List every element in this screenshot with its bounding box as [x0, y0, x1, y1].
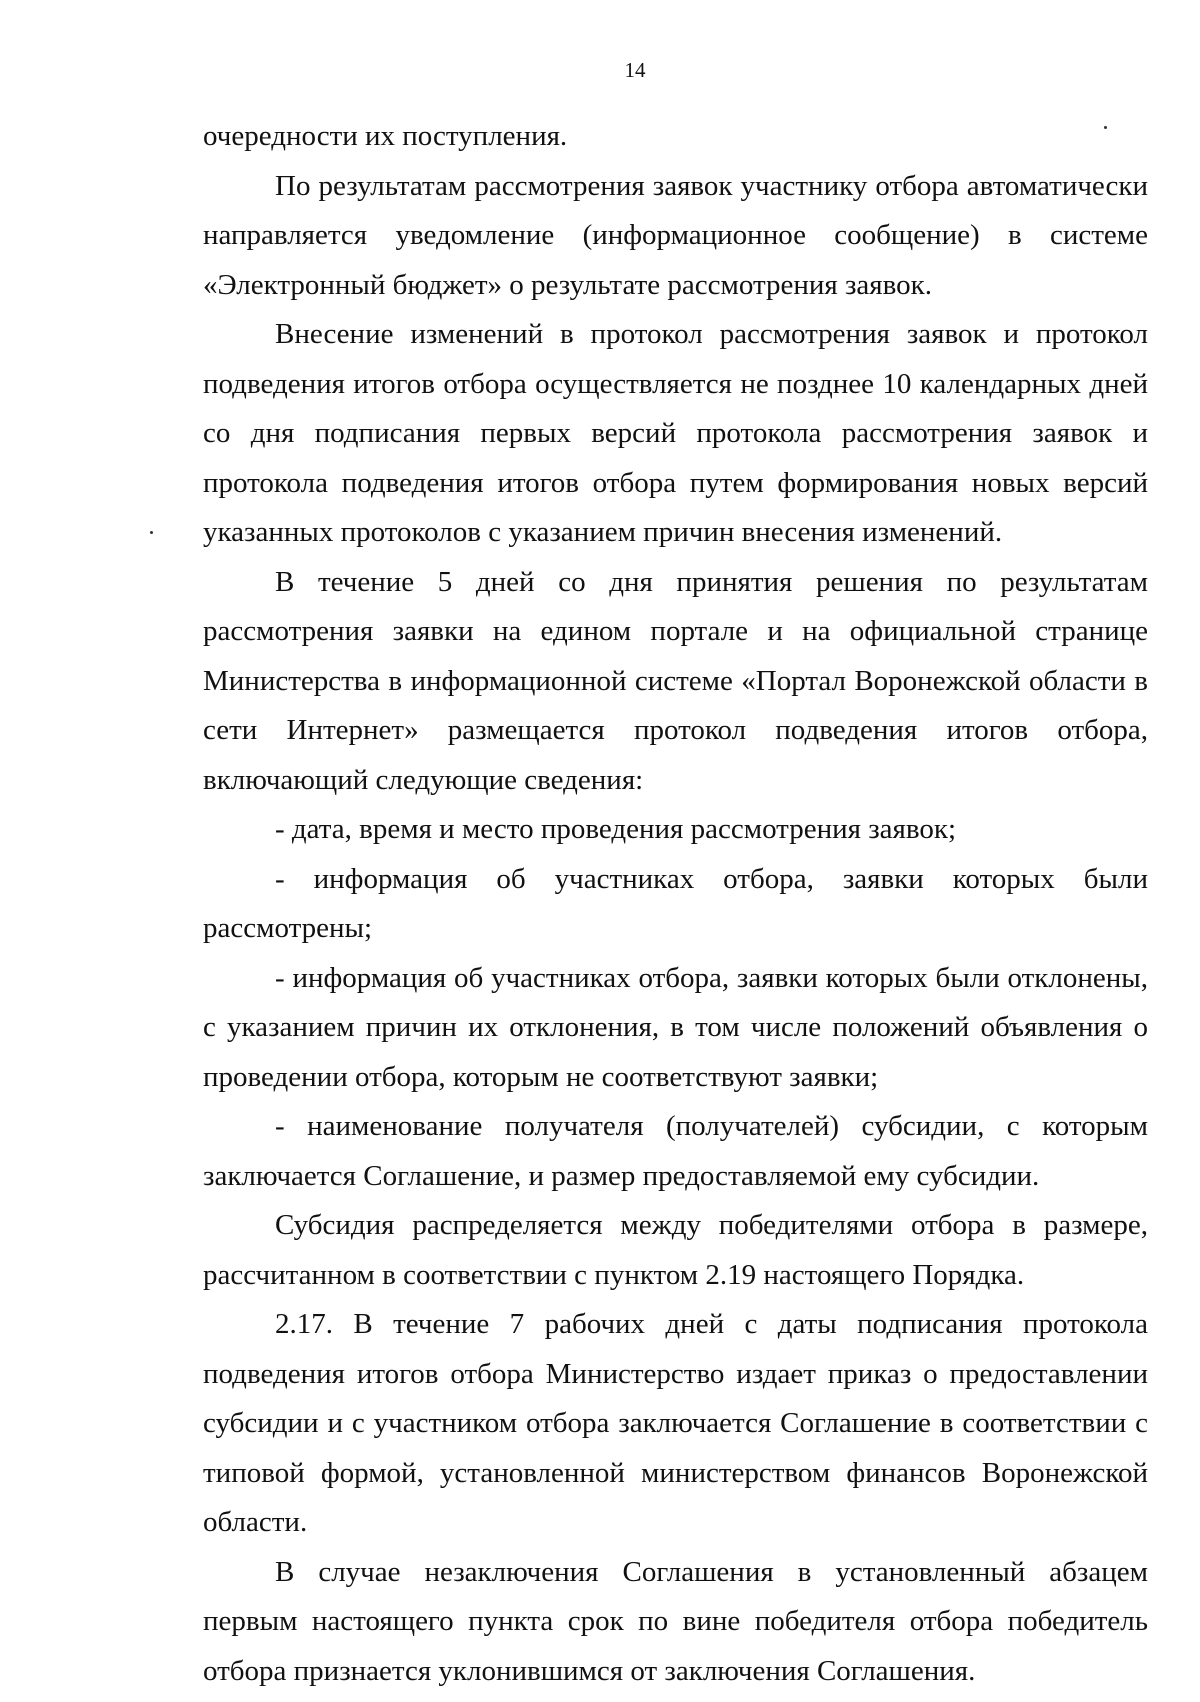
paragraph-non-conclusion: В случае незаключения Соглашения в установленный абзацем первым настоящего пункта срок по вине победителя отбора победитель отбора признается уклонившимся от заключения Соглашения.	[203, 1555, 1148, 1687]
list-item-reviewed-participants: - информация об участниках отбора, заявки которых были рассмотрены;	[203, 862, 1148, 944]
document-body	[203, 112, 1148, 1696]
paragraph-subsidy-distribution: Субсидия распределяется между победителями отбора в размере, рассчитанном в соответствии с пунктом 2.19 настоящего Порядка.	[203, 1209, 1148, 1291]
list-item-recipient-name: - наименование получателя (получателей) субсидии, с которым заключается Соглашение, и размер предоставляемой ему субсидии.	[203, 1110, 1148, 1192]
page-number: 14	[624, 58, 646, 82]
paragraph-publication: В течение 5 дней со дня принятия решения по результатам рассмотрения заявки на едином портале и на официальной странице Министерства в информационной системе «Портал Воронежской области в сети Интернет» размещается протокол подведения итогов отбора, включающий следующие сведения:	[203, 565, 1148, 796]
paragraph-continuation: очередности их поступления.	[203, 120, 568, 152]
list-item-date-time-place: - дата, время и место проведения рассмотрения заявок;	[275, 813, 957, 845]
list-item-rejected-participants: - информация об участниках отбора, заявки которых были отклонены, с указанием причин их отклонения, в том числе положений объявления о проведении отбора, которым не соответствуют заявки;	[203, 961, 1148, 1093]
paragraph-notification: По результатам рассмотрения заявок участнику отбора автоматически направляется уведомление (информационное сообщение) в системе «Электронный бюджет» о результате рассмотрения заявок.	[203, 169, 1148, 301]
scan-speck	[150, 531, 153, 534]
paragraph-protocol-changes: Внесение изменений в протокол рассмотрения заявок и протокол подведения итогов отбора осуществляется не позднее 10 календарных дней со дня подписания первых версий протокола рассмотрения заявок и протокола подведения итогов отбора путем формирования новых версий указанных протоколов с указанием причин внесения изменений.	[203, 318, 1148, 548]
scan-speck	[1104, 126, 1107, 129]
paragraph-2-17: 2.17. В течение 7 рабочих дней с даты подписания протокола подведения итогов отбора Министерство издает приказ о предоставлении субсидии и с участником отбора заключается Соглашение в соответствии с типовой формой, установленной министерством финансов Воронежской области.	[203, 1308, 1148, 1538]
